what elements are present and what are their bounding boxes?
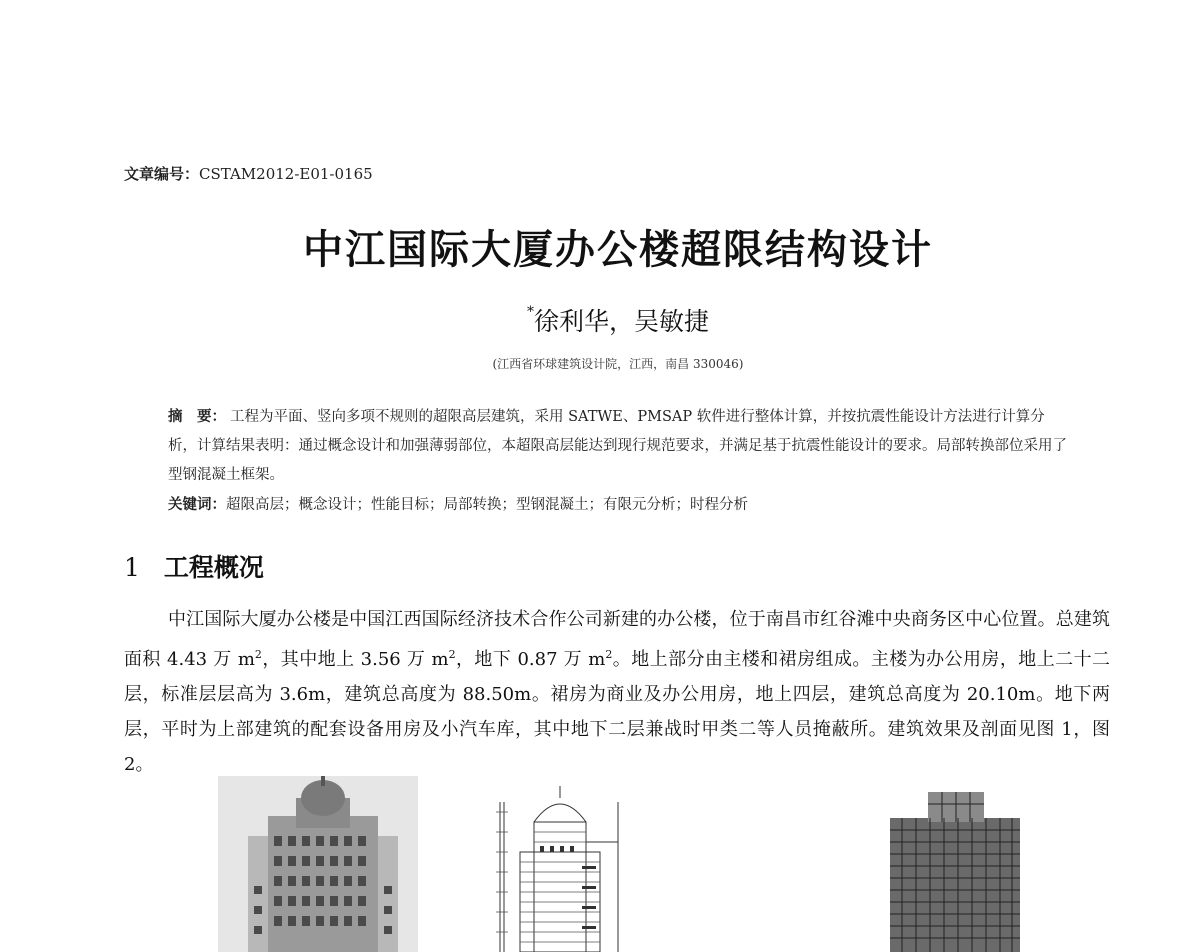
keywords-label: 关键词： — [168, 497, 226, 513]
building-section-image — [494, 782, 624, 952]
superscript-2: 2 — [254, 648, 262, 661]
author-marker: * — [526, 304, 534, 320]
abstract — [168, 403, 1068, 490]
structural-frame-model-icon — [862, 790, 1048, 952]
structural-model-image — [862, 790, 1048, 952]
section-body — [124, 602, 1110, 782]
keywords — [168, 493, 1068, 517]
superscript-2: 2 — [605, 648, 613, 661]
paper-title: 中江国际大厦办公楼超限结构设计 — [303, 227, 933, 273]
article-number-label: 文章编号： — [124, 165, 200, 183]
body-text-part-2: ，其中地上 3.56 万 m — [261, 649, 449, 670]
keywords-text: 超限高层；概念设计；性能目标；局部转换；型钢混凝土；有限元分析；时程分析 — [226, 497, 748, 513]
building-rendering-image — [218, 776, 418, 952]
body-text-part-1: 中江国际大厦办公楼是中国江西国际经济技术合作公司新建的办公楼，位于南昌市红谷滩中央商务区中心位置。总建筑面积 4.43 万 m — [124, 609, 1110, 670]
section-heading — [124, 548, 264, 584]
section-title: 工程概况 — [163, 553, 264, 582]
body-text-part-3: ，地下 0.87 万 m — [455, 649, 606, 670]
affiliation: (江西省环球建筑设计院，江西，南昌 330046) — [492, 357, 744, 371]
body-paragraph — [124, 602, 1110, 782]
author-names: 徐利华，吴敏捷 — [533, 307, 709, 336]
abstract-text: 工程为平面、竖向多项不规则的超限高层建筑，采用 SATWE、PMSAP 软件进行整体计算，并按抗震性能设计方法进行计算分析，计算结果表明：通过概念设计和加强薄弱部位，本超限高层能达到现行规范要求，并满足基于抗震性能设计的要求。局部转换部位采用了型钢混凝土框架。 — [168, 409, 1067, 483]
building-section-drawing-icon — [494, 782, 624, 952]
body-text-part-4: 。地上部分由主楼和裙房组成。主楼为办公用房，地上二十二层，标准层层高为 3.6m，建筑总高度为 88.50m。裙房为商业及办公用房，地上四层，建筑总高度为 20.10m。地下两层，平时为上部建筑的配套设备用房及小汽车库，其中地下二层兼战时甲类二等人员掩蔽所。建筑效果及剖面见图 1，图 2。 — [124, 649, 1111, 775]
section-number: 1 — [124, 553, 140, 582]
authors — [0, 302, 1200, 338]
superscript-2: 2 — [448, 648, 456, 661]
abstract-label: 摘 要： — [168, 409, 226, 425]
building-rendering-icon — [218, 776, 418, 952]
article-number — [124, 163, 373, 184]
article-number-value: CSTAM2012-E01-0165 — [199, 165, 373, 183]
